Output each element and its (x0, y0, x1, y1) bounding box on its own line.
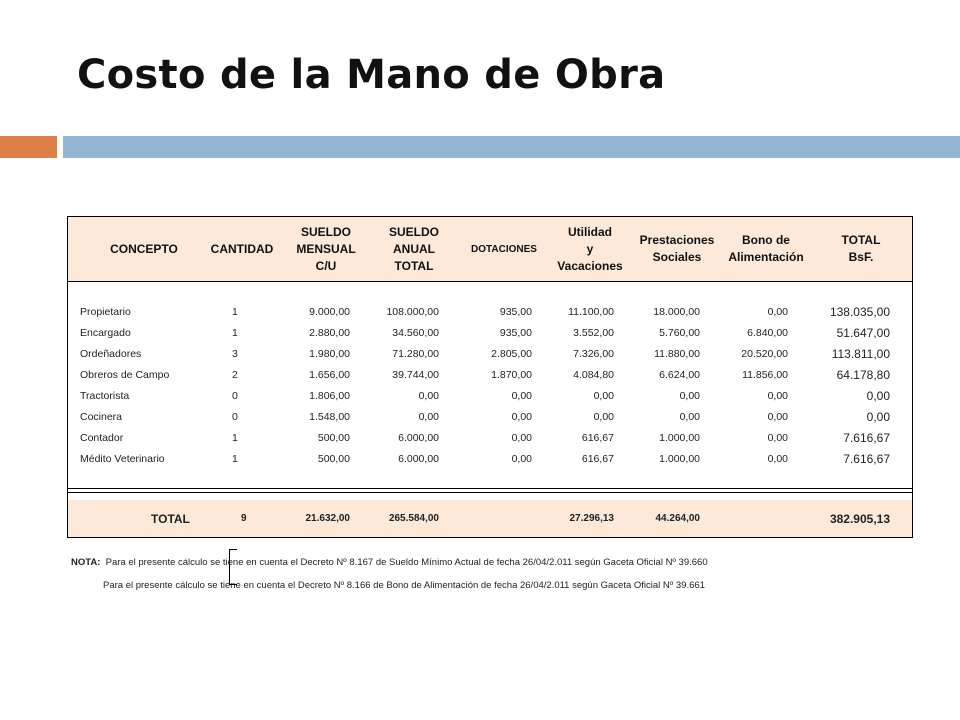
note-bracket (229, 549, 237, 585)
cell-total: 0,00 (866, 389, 890, 403)
cell-sueldo-mensual: 500,00 (317, 432, 350, 444)
cell-sueldo-anual: 71.280,00 (392, 348, 439, 360)
cell-total: 138.035,00 (829, 305, 890, 319)
table-row (68, 449, 914, 469)
totals-utilidad: 27.296,13 (569, 513, 614, 524)
cell-concepto: Tractorista (80, 390, 130, 402)
cell-concepto: Cocinera (80, 411, 123, 423)
cell-prestaciones: 0,00 (679, 411, 700, 423)
table-separator (67, 488, 913, 500)
header-utilidad: Utilidad y Vacaciones (557, 224, 623, 273)
cell-sueldo-anual: 0,00 (418, 390, 439, 402)
cell-total: 7.616,67 (843, 452, 890, 466)
cell-sueldo-mensual: 1.806,00 (309, 390, 350, 402)
header-prestaciones: Prestaciones Sociales (639, 233, 715, 264)
accent-bar-blue (63, 136, 960, 158)
cell-sueldo-anual: 108.000,00 (386, 306, 439, 318)
cell-utilidad: 0,00 (593, 411, 614, 423)
cell-prestaciones: 5.760,00 (659, 327, 700, 339)
totals-grand-total: 382.905,13 (829, 512, 890, 526)
table-row (68, 386, 914, 406)
table-row (68, 302, 914, 322)
table-body (67, 282, 913, 488)
cell-sueldo-anual: 39.744,00 (392, 369, 439, 381)
cell-cantidad: 1 (232, 453, 238, 465)
header-concepto: CONCEPTO (110, 241, 178, 256)
header-dotaciones: DOTACIONES (471, 243, 537, 255)
table-header (67, 216, 913, 282)
cell-bono: 0,00 (767, 411, 788, 423)
cell-concepto: Médito Veterinario (80, 453, 165, 465)
cell-dotaciones: 935,00 (499, 306, 532, 318)
totals-sueldo-mensual: 21.632,00 (305, 513, 350, 524)
cell-dotaciones: 0,00 (511, 432, 532, 444)
cell-utilidad: 616,67 (581, 432, 614, 444)
header-sueldo-mensual: SUELDO MENSUAL C/U (296, 224, 356, 273)
table-row (68, 323, 914, 343)
table-row (68, 365, 914, 385)
cell-concepto: Contador (80, 432, 124, 444)
cell-total: 64.178,80 (836, 368, 890, 382)
cell-total: 113.811,00 (831, 347, 890, 361)
cell-dotaciones: 2.805,00 (491, 348, 532, 360)
cell-sueldo-mensual: 9.000,00 (309, 306, 350, 318)
cell-concepto: Obreros de Campo (80, 369, 170, 381)
cell-dotaciones: 1.870,00 (491, 369, 532, 381)
cell-dotaciones: 935,00 (499, 327, 532, 339)
note-label: NOTA: (71, 557, 101, 568)
table-row (68, 344, 914, 364)
cell-bono: 0,00 (767, 306, 788, 318)
cell-dotaciones: 0,00 (511, 453, 532, 465)
cell-bono: 0,00 (767, 390, 788, 402)
cell-cantidad: 1 (232, 306, 238, 318)
cell-sueldo-anual: 34.560,00 (392, 327, 439, 339)
cell-utilidad: 11.100,00 (568, 306, 614, 318)
table-row (68, 428, 914, 448)
cell-prestaciones: 1.000,00 (659, 453, 700, 465)
totals-prestaciones: 44.264,00 (655, 513, 700, 524)
cell-cantidad: 0 (232, 390, 238, 402)
cell-total: 51.647,00 (836, 326, 890, 340)
cell-cantidad: 0 (232, 411, 238, 423)
cell-sueldo-anual: 6.000,00 (398, 432, 439, 444)
cell-utilidad: 0,00 (593, 390, 614, 402)
cell-concepto: Propietario (80, 306, 131, 318)
cell-concepto: Encargado (80, 327, 131, 339)
header-bono: Bono de Alimentación (728, 233, 804, 264)
cell-cantidad: 1 (232, 432, 238, 444)
cell-utilidad: 616,67 (581, 453, 614, 465)
table-row (68, 407, 914, 427)
cell-sueldo-mensual: 500,00 (317, 453, 350, 465)
cell-sueldo-mensual: 1.548,00 (309, 411, 350, 423)
cell-utilidad: 3.552,00 (573, 327, 614, 339)
cell-prestaciones: 1.000,00 (659, 432, 700, 444)
cell-utilidad: 7.326,00 (573, 348, 614, 360)
table-totals-row (67, 500, 913, 538)
cell-utilidad: 4.084,80 (573, 369, 614, 381)
cell-dotaciones: 0,00 (511, 411, 532, 423)
totals-cantidad: 9 (241, 513, 247, 524)
note-line-1: NOTA: Para el presente cálculo se tiene en cuenta el Decreto Nº 8.167 de Sueldo Mínimo Actual de fecha 26/04/2.011 según Gaceta Oficial Nº 39.660 (71, 557, 708, 568)
cell-bono: 0,00 (767, 453, 788, 465)
accent-bar-orange (0, 136, 57, 158)
cell-prestaciones: 11.880,00 (654, 348, 700, 360)
cell-bono: 0,00 (767, 432, 788, 444)
cell-cantidad: 3 (232, 348, 238, 360)
cell-sueldo-mensual: 1.656,00 (309, 369, 350, 381)
cell-sueldo-anual: 0,00 (418, 411, 439, 423)
note-line-2: Para el presente cálculo se tiene en cuenta el Decreto Nº 8.166 de Bono de Alimentación de fecha 26/04/2.011 según Gaceta Oficial Nº 39.661 (103, 580, 705, 591)
cell-cantidad: 1 (232, 327, 238, 339)
cell-sueldo-anual: 6.000,00 (398, 453, 439, 465)
cell-cantidad: 2 (232, 369, 238, 381)
cell-bono: 6.840,00 (747, 327, 788, 339)
header-cantidad: CANTIDAD (210, 241, 274, 256)
cell-bono: 20.520,00 (741, 348, 788, 360)
cell-total: 0,00 (866, 410, 890, 424)
header-total: TOTAL BsF. (841, 233, 881, 264)
totals-sueldo-anual: 265.584,00 (388, 513, 439, 524)
slide-title: Costo de la Mano de Obra (77, 52, 666, 98)
cell-sueldo-mensual: 2.880,00 (309, 327, 350, 339)
cell-prestaciones: 0,00 (679, 390, 700, 402)
cell-prestaciones: 6.624,00 (659, 369, 700, 381)
cell-prestaciones: 18.000,00 (653, 306, 700, 318)
cell-sueldo-mensual: 1.980,00 (309, 348, 350, 360)
cell-concepto: Ordeñadores (80, 348, 142, 360)
totals-label: TOTAL (151, 512, 190, 526)
cell-dotaciones: 0,00 (511, 390, 532, 402)
header-sueldo-anual: SUELDO ANUAL TOTAL (388, 224, 439, 273)
cell-bono: 11.856,00 (742, 369, 788, 381)
cell-total: 7.616,67 (843, 431, 890, 445)
labor-cost-table (67, 216, 913, 538)
